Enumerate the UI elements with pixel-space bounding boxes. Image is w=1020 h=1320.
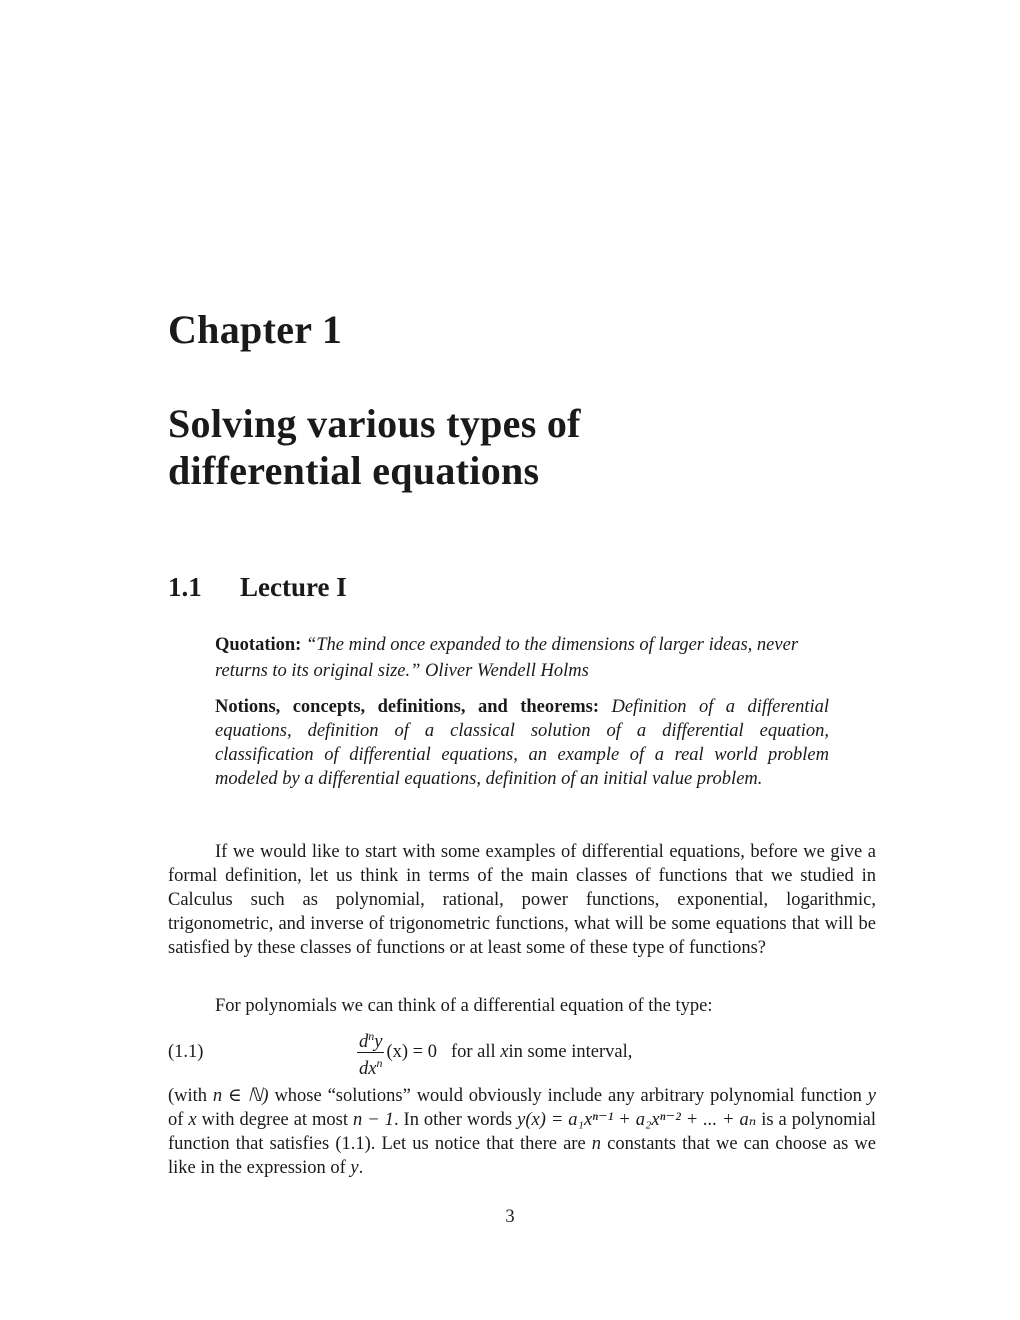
text-segment: . In other words xyxy=(393,1110,518,1130)
quotation-label: Quotation: xyxy=(215,635,302,655)
chapter-title-line-1: Solving various types of xyxy=(168,401,581,446)
text-segment: is a polynomial function that satisfies (1.1). Let us notice that there are xyxy=(168,1110,877,1154)
section-title: Lecture I xyxy=(240,572,347,602)
text-segment: with degree at most xyxy=(196,1110,353,1130)
math-n: n xyxy=(591,1134,602,1154)
notions-label: Notions, concepts, definitions, and theorems: xyxy=(215,697,600,717)
chapter-title-line-2: differential equations xyxy=(168,448,540,493)
math-y: y xyxy=(867,1086,876,1106)
equation-number: (1.1) xyxy=(168,1042,204,1062)
chapter-title xyxy=(168,400,581,494)
derivative-fraction xyxy=(357,1026,384,1079)
numerator-exponent: n xyxy=(368,1029,375,1043)
text-segment: (with xyxy=(168,1086,213,1106)
notions-text: Definition of a differential equations, definition of a classical solution of a differential equation, classification of differential equations, an example of a real world problem modeled by a differential equations, definition of an initial value problem. xyxy=(215,697,830,789)
math-polynomial: y(x) = a₁xⁿ⁻¹ + a₂xⁿ⁻² + ... + aₙ xyxy=(517,1110,757,1130)
math-x: x xyxy=(188,1110,197,1130)
chapter-label: Chapter 1 xyxy=(168,307,343,352)
paragraph-polynomials-text: For polynomials we can think of a differential equation of the type: xyxy=(215,996,713,1016)
section-heading xyxy=(168,572,347,603)
section-number: 1.1 xyxy=(168,572,202,602)
paragraph-polynomials xyxy=(168,994,876,1018)
paragraph-intro xyxy=(168,840,876,960)
text-segment: of xyxy=(168,1110,189,1130)
page-number: 3 xyxy=(505,1207,515,1227)
math-n-minus-1: n − 1 xyxy=(353,1110,394,1130)
paragraph-solutions xyxy=(168,1084,876,1180)
paragraph-intro-text: If we would like to start with some examples of differential equations, before we give a formal definition, let us think in terms of the main classes of functions that we studied in Calculus such as polynomial, rational, power functions, exponential, logarithmic, trigonometric, and inverse of trigonometric functions, what will be some equations that will be satisfied by these classes of functions or at least some of these type of functions? xyxy=(168,842,876,958)
equation-condition-var: x xyxy=(500,1042,509,1063)
text-segment: . xyxy=(358,1158,364,1178)
equation-1-1 xyxy=(357,1026,632,1079)
quotation-block xyxy=(215,632,829,684)
notions-block xyxy=(215,695,829,791)
math-n-in-naturals: n ∈ ℕ) xyxy=(212,1086,269,1106)
denominator-exponent: n xyxy=(376,1056,383,1071)
numerator-var: y xyxy=(374,1032,383,1053)
quotation-text: “The mind once expanded to the dimensions of larger ideas, never returns to its original size.” Oliver Wendell Holms xyxy=(215,635,799,681)
math-y: y xyxy=(350,1158,359,1178)
denominator-dx: dx xyxy=(359,1059,377,1080)
text-segment: whose “solutions” would obviously include any arbitrary polynomial function xyxy=(268,1086,868,1106)
text-segment: constants that we can choose as we like in the expression of xyxy=(168,1134,876,1178)
equation-condition-post: in some interval, xyxy=(508,1042,633,1063)
numerator-d: d xyxy=(359,1032,369,1053)
equation-rest: (x) = 0 xyxy=(386,1042,437,1063)
equation-condition-pre: for all xyxy=(450,1042,496,1063)
